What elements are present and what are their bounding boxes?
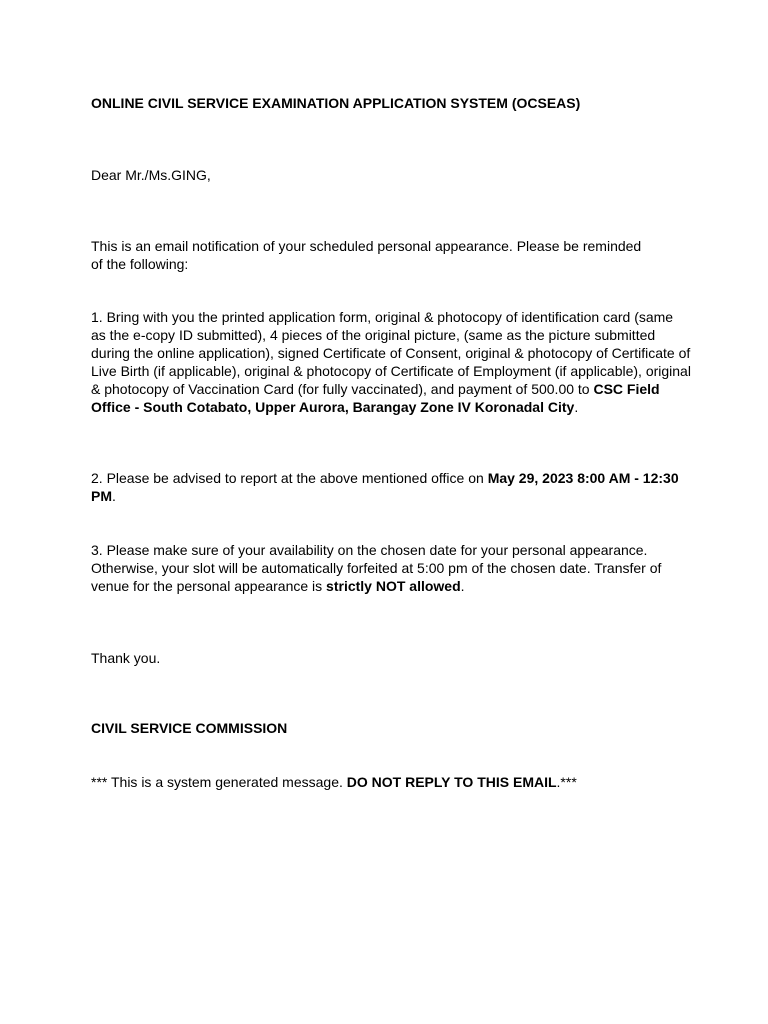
instruction-item-2-tail: . bbox=[112, 488, 116, 504]
intro-paragraph: This is an email notification of your scheduled personal appearance. Please be reminded of the following: bbox=[91, 238, 642, 272]
instruction-item-2-text: 2. Please be advised to report at the above mentioned office on bbox=[91, 470, 488, 486]
field-office-address: CSC Field Office - South Cotabato, Upper Aurora, Barangay Zone IV Koronadal City bbox=[91, 381, 660, 415]
instruction-item-1-text: 1. Bring with you the printed application form, original & photocopy of identification card (same as the e-copy ID submitted), 4 pieces of the original picture, (same as the picture submitted during the online application), signed Certificate of Consent, original & photocopy of Certificate of Live Birth (if applicable), original & photocopy of Certificate of Employment (if applicable), original & photocopy of Vaccination Card (for fully vaccinated), and payment of 500.00 to bbox=[91, 309, 691, 397]
closing-line: Thank you. bbox=[91, 650, 161, 666]
instruction-item-1-tail: . bbox=[574, 399, 579, 415]
footer-suffix: .*** bbox=[556, 774, 577, 790]
system-message-footer bbox=[91, 773, 691, 791]
greeting-line: Dear Mr./Ms.GING, bbox=[91, 167, 211, 183]
instruction-item-3-tail: . bbox=[460, 578, 465, 594]
do-not-reply-notice: DO NOT REPLY TO THIS EMAIL bbox=[346, 774, 557, 790]
appointment-schedule: May 29, 2023 8:00 AM - 12:30 PM bbox=[91, 470, 679, 504]
signature-line: CIVIL SERVICE COMMISSION bbox=[91, 720, 288, 736]
instruction-item-3 bbox=[91, 541, 671, 595]
instruction-item-2 bbox=[91, 469, 691, 505]
document-title: ONLINE CIVIL SERVICE EXAMINATION APPLICATION SYSTEM (OCSEAS) bbox=[91, 95, 581, 111]
venue-transfer-warning: strictly NOT allowed bbox=[326, 578, 461, 594]
instruction-item-3-text: 3. Please make sure of your availability on the chosen date for your personal appearance. Otherwise, your slot will be automatically forfeited at 5:00 pm of the chosen date. Transfer of venue for the personal appearance is bbox=[91, 542, 662, 594]
footer-prefix: *** This is a system generated message. bbox=[91, 774, 347, 790]
instruction-item-1 bbox=[91, 308, 691, 416]
